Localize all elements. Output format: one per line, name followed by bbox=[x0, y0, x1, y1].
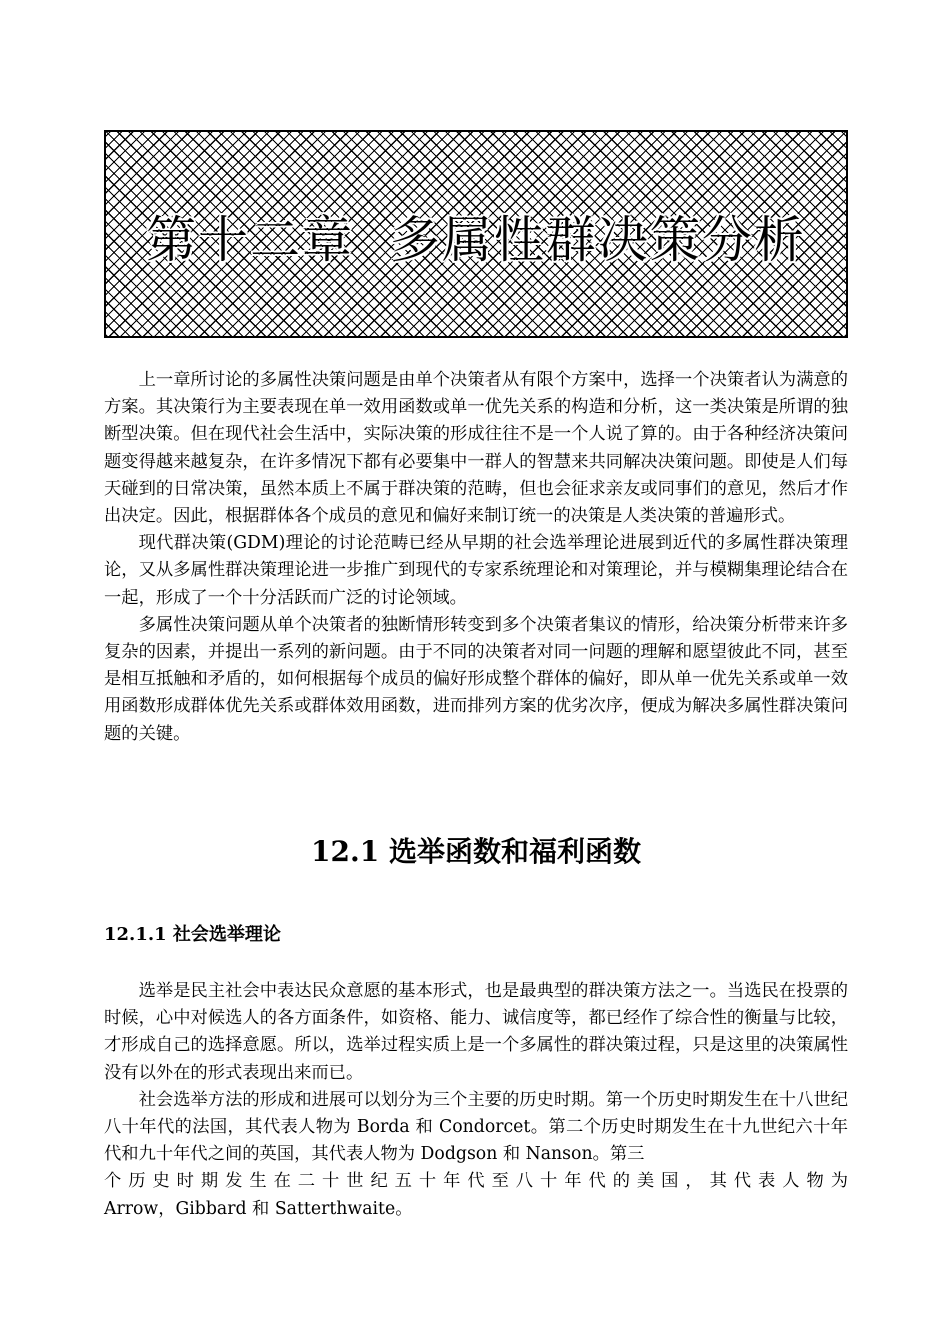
chapter-title: 第十二章 多属性群决策分析 bbox=[146, 211, 806, 269]
subsection-title: 12.1.1 社会选举理论 bbox=[104, 924, 281, 945]
intro-paragraph-1: 上一章所讨论的多属性决策问题是由单个决策者从有限个方案中，选择一个决策者认为满意的方案。其决策行为主要表现在单一效用函数或单一优先关系的构造和分析，这一类决策是所谓的独断型决策。但在现代社会生活中，实际决策的形成往往不是一个人说了算的。由于各种经济决策问题变得越来越复杂，在许多情况下都有必要集中一群人的智慧来共同解决决策问题。即使是人们每天碰到的日常决策，虽然本质上不属于群决策的范畴，但也会征求亲友或同事们的意见，然后才作出决定。因此，根据群体各个成员的意见和偏好来制订统一的决策是人类决策的普遍形式。 bbox=[104, 370, 848, 527]
history-paragraph-lead: 社会选举方法的形成和进展可以划分为三个主要的历史时期。第一个历史时期发生在十八世纪八十年代的法国，其代表人物为 Borda 和 Condorcet。第二个历史时期发生在十九世纪六十年代和九十年代之间的英国，其代表人物为 Dodgson 和 Nanson。第三 bbox=[104, 1089, 848, 1165]
history-paragraph-spaced-line: 个历史时期发生在二十世纪五十年代至八十年代的美国，其代表人物为 bbox=[104, 1171, 848, 1192]
intro-paragraph-2: 现代群决策(GDM)理论的讨论范畴已经从早期的社会选举理论进展到近代的多属性群决策理论，又从多属性群决策理论进一步推广到现代的专家系统理论和对策理论，并与模糊集理论结合在一起，形成了一个十分活跃而广泛的讨论领域。 bbox=[104, 533, 848, 608]
chapter-banner bbox=[104, 130, 848, 338]
history-paragraph-tail: Arrow，Gibbard 和 Satterthwaite。 bbox=[104, 1198, 413, 1219]
intro-text bbox=[104, 367, 848, 748]
section-paragraph-1: 选举是民主社会中表达民众意愿的基本形式，也是最典型的群决策方法之一。当选民在投票的时候，心中对候选人的各方面条件，如资格、能力、诚信度等，都已经作了综合性的衡量与比较，才形成自己的选择意愿。所以，选举过程实质上是一个多属性的群决策过程，只是这里的决策属性没有以外在的形式表现出来而已。 bbox=[104, 981, 848, 1083]
section-title: 12.1 选举函数和福利函数 bbox=[311, 835, 641, 868]
intro-paragraph-3: 多属性决策问题从单个决策者的独断情形转变到多个决策者集议的情形，给决策分析带来许多复杂的因素，并提出一系列的新问题。由于不同的决策者对同一问题的理解和愿望彼此不同，甚至是相互抵触和矛盾的，如何根据每个成员的偏好形成整个群体的偏好，即从单一优先关系或单一效用函数形成群体优先关系或群体效用函数，进而排列方案的优劣次序，便成为解决多属性群决策问题的关键。 bbox=[104, 614, 848, 744]
section-text bbox=[104, 978, 848, 1223]
